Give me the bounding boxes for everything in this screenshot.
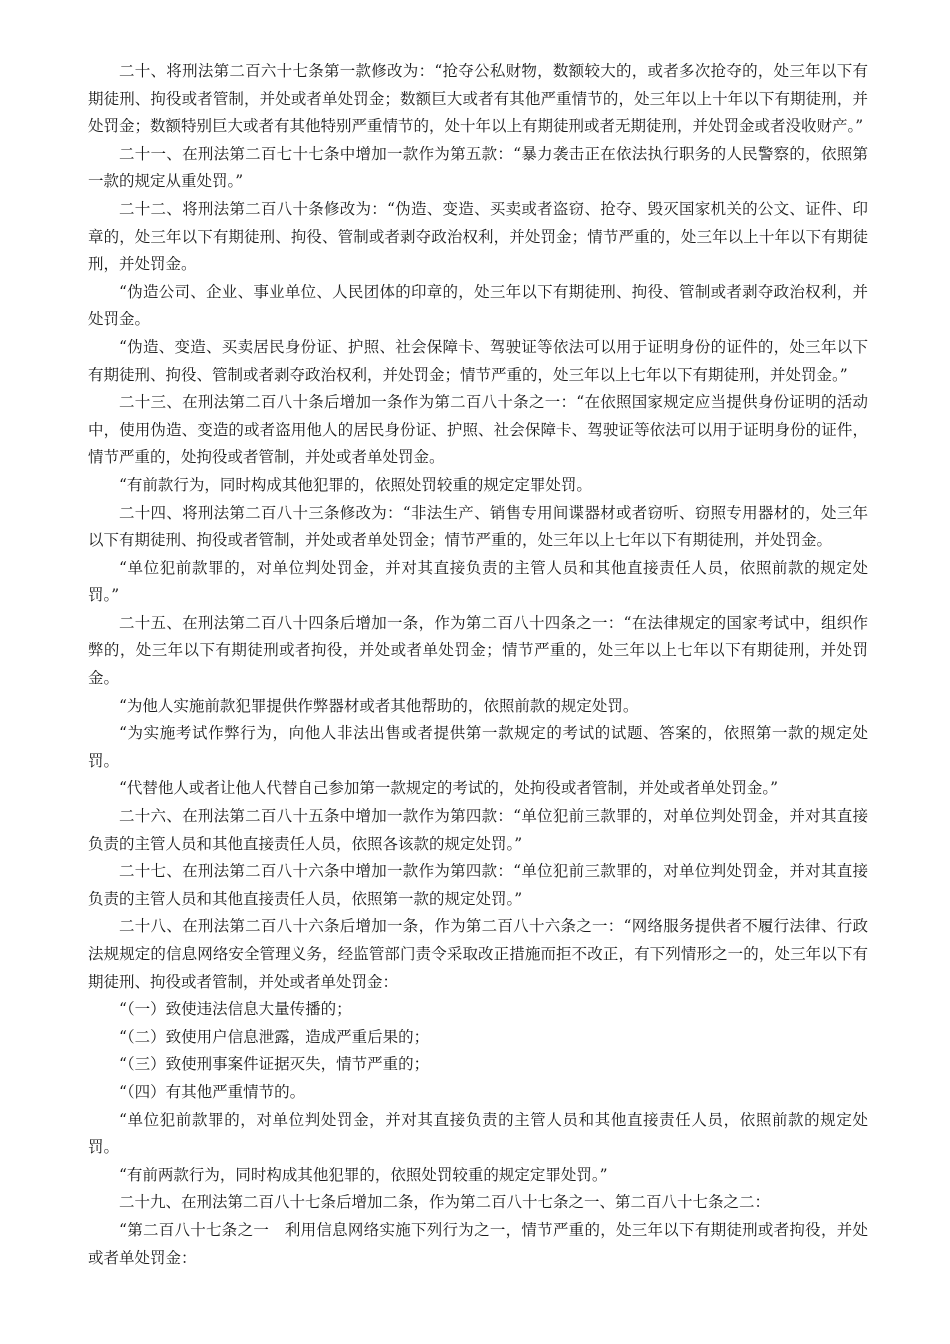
- paragraph-article-28-item-4: “（四）有其他严重情节的。: [119, 1082, 306, 1101]
- paragraph-article-28-item-1: “（一）致使违法信息大量传播的；: [119, 1000, 352, 1019]
- paragraph-article-25-clause-3: “为实施考试作弊行为，向他人非法出售或者提供第一款规定的考试的试题、答案的，依照第一款的规定处罚。: [88, 724, 868, 770]
- paragraph-article-20: 二十、将刑法第二百六十七条第一款修改为：“抢夺公私财物，数额较大的，或者多次抢夺的，处三年以下有期徒刑、拘役或者管制，并处或者单处罚金；数额巨大或者有其他严重情节的，处三年以上十年以下有期徒刑，并处罚金；数额特别巨大或者有其他特别严重情节的，处十年以上有期徒刑或者无期徒刑，并处罚金或者没收财产。”: [88, 62, 868, 136]
- paragraph-article-25: 二十五、在刑法第二百八十四条后增加一条，作为第二百八十四条之一：“在法律规定的国家考试中，组织作弊的，处三年以下有期徒刑或者拘役，并处或者单处罚金；情节严重的，处三年以上七年以下有期徒刑，并处罚金。: [88, 613, 868, 688]
- paragraph-article-28-item-2: “（二）致使用户信息泄露，造成严重后果的；: [119, 1027, 430, 1046]
- paragraph-article-25-clause-4: “代替他人或者让他人代替自己参加第一款规定的考试的，处拘役或者管制，并处或者单处罚金。”: [119, 779, 779, 798]
- paragraph-article-27: 二十七、在刑法第二百八十六条中增加一款作为第四款：“单位犯前三款罪的，对单位判处罚金，并对其直接负责的主管人员和其他直接责任人员，依照第一款的规定处罚。”: [88, 862, 868, 908]
- paragraph-article-28-clause-2: “单位犯前款罪的，对单位判处罚金，并对其直接负责的主管人员和其他直接责任人员，依照前款的规定处罚。: [88, 1110, 868, 1157]
- paragraph-article-21: 二十一、在刑法第二百七十七条中增加一款作为第五款：“暴力袭击正在依法执行职务的人民警察的，依照第一款的规定从重处罚。”: [88, 144, 868, 191]
- paragraph-article-29-clause-1: “第二百八十七条之一 利用信息网络实施下列行为之一，情节严重的，处三年以下有期徒刑或者拘役，并处或者单处罚金：: [88, 1220, 868, 1267]
- paragraph-article-29: 二十九、在刑法第二百八十七条后增加二条，作为第二百八十七条之一、第二百八十七条之二：: [119, 1193, 771, 1212]
- paragraph-article-28: 二十八、在刑法第二百八十六条后增加一条，作为第二百八十六条之一：“网络服务提供者不履行法律、行政法规规定的信息网络安全管理义务，经监管部门责令采取改正措施而拒不改正，有下列情形之一的，处三年以下有期徒刑、拘役或者管制，并处或者单处罚金：: [88, 917, 868, 991]
- paragraph-article-23: 二十三、在刑法第二百八十条后增加一条作为第二百八十条之一：“在依照国家规定应当提供身份证明的活动中，使用伪造、变造的或者盗用他人的居民身份证、护照、社会保障卡、驾驶证等依法可以用于证明身份的证件，情节严重的，处拘役或者管制，并处或者单处罚金。: [88, 393, 868, 467]
- paragraph-article-22-clause-2: “伪造公司、企业、事业单位、人民团体的印章的，处三年以下有期徒刑、拘役、管制或者剥夺政治权利，并处罚金。: [88, 282, 868, 329]
- paragraph-article-24-clause-2: “单位犯前款罪的，对单位判处罚金，并对其直接负责的主管人员和其他直接责任人员，依照前款的规定处罚。”: [88, 558, 868, 605]
- paragraph-article-26: 二十六、在刑法第二百八十五条中增加一款作为第四款：“单位犯前三款罪的，对单位判处罚金，并对其直接负责的主管人员和其他直接责任人员，依照各该款的规定处罚。”: [88, 807, 868, 853]
- paragraph-article-22-clause-3: “伪造、变造、买卖居民身份证、护照、社会保障卡、驾驶证等依法可以用于证明身份的证件的，处三年以下有期徒刑、拘役、管制或者剥夺政治权利，并处罚金；情节严重的，处三年以上七年以下有期徒刑，并处罚金。”: [88, 337, 868, 384]
- paragraph-article-25-clause-2: “为他人实施前款犯罪提供作弊器材或者其他帮助的，依照前款的规定处罚。: [119, 696, 639, 715]
- paragraph-article-28-item-3: “（三）致使刑事案件证据灭失，情节严重的；: [119, 1055, 430, 1074]
- paragraph-article-24: 二十四、将刑法第二百八十三条修改为：“非法生产、销售专用间谍器材或者窃听、窃照专用器材的，处三年以下有期徒刑、拘役或者管制，并处或者单处罚金；情节严重的，处三年以上七年以下有期徒刑，并处罚金。: [88, 503, 868, 550]
- paragraph-article-22: 二十二、将刑法第二百八十条修改为：“伪造、变造、买卖或者盗窃、抢夺、毁灭国家机关的公文、证件、印章的，处三年以下有期徒刑、拘役、管制或者剥夺政治权利，并处罚金；情节严重的，处三年以上十年以下有期徒刑，并处罚金。: [88, 199, 868, 274]
- paragraph-article-28-clause-3: “有前两款行为，同时构成其他犯罪的，依照处罚较重的规定定罪处罚。”: [119, 1165, 608, 1184]
- document-body: [88, 58, 868, 1272]
- paragraph-article-23-clause-2: “有前款行为，同时构成其他犯罪的，依照处罚较重的规定定罪处罚。: [119, 475, 592, 494]
